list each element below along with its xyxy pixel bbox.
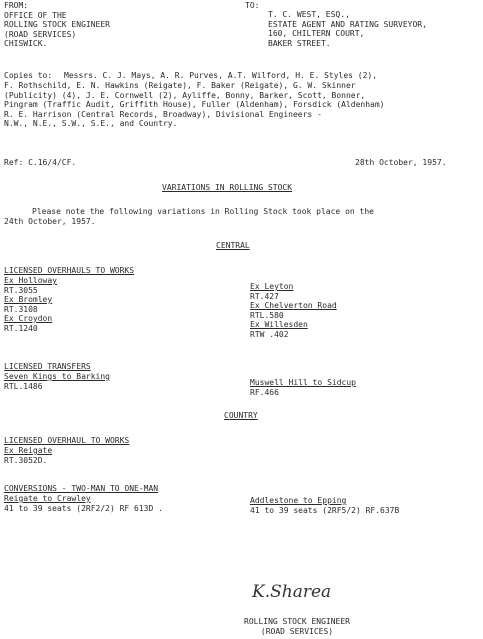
copies-line: N.W., N.E., S.W., S.E., and Country. — [4, 119, 178, 128]
intro-line: 24th October, 1957. — [4, 217, 96, 226]
central-right-list — [250, 282, 337, 339]
depot-from: Ex Willesden — [250, 320, 308, 329]
vehicle-number: RT.3052D. — [4, 455, 48, 465]
transfer-route: Muswell Hill to Sidcup — [250, 378, 356, 387]
vehicle-number: RTL.580 — [250, 310, 284, 320]
from-line: ROLLING STOCK ENGINEER — [4, 20, 110, 29]
vehicle-number: RT.427 — [250, 291, 279, 301]
conversion-detail: 41 to 39 seats (2RF5/2) RF.637B — [250, 505, 400, 515]
signature-line: (ROAD SERVICES) — [260, 626, 334, 636]
copies-line: Pingram (Traffic Audit, Griffith House), Fuller (Aldenham), Forsdick (Aldenham) — [4, 100, 385, 109]
depot-from: Ex Bromley — [4, 295, 53, 304]
depot-from: Ex Chelverton Road — [250, 301, 337, 310]
depot-from: Ex Reigate — [4, 446, 53, 455]
letter-date: 28th October, 1957. — [355, 158, 447, 167]
central-heading: CENTRAL — [216, 241, 250, 250]
from-line: (ROAD SERVICES) — [4, 29, 77, 39]
overhaul-label: LICENSED OVERHAUL TO WORKS — [4, 436, 130, 445]
to-block — [268, 10, 427, 48]
vehicle-number: RTW .402 — [250, 329, 289, 339]
copies-label: Copies to: — [4, 71, 53, 80]
to-line: BAKER STREET. — [268, 38, 331, 48]
transfer-route: Seven Kings to Barking — [4, 372, 110, 381]
from-line: OFFICE OF THE — [4, 10, 67, 20]
transfer-left — [4, 372, 110, 391]
depot-from: Ex Croydon — [4, 314, 53, 323]
conversion-left — [4, 494, 163, 513]
signature-scrawl: K.Sharea — [252, 582, 332, 602]
country-overhaul — [4, 446, 52, 465]
conversion-right — [250, 496, 399, 515]
to-label: TO: — [245, 1, 260, 10]
depot-from: Ex Holloway — [4, 276, 57, 285]
to-line: T. C. WEST, ESQ., — [268, 10, 350, 19]
overhauls-label: LICENSED OVERHAULS TO WORKS — [4, 266, 135, 275]
to-line: ESTATE AGENT AND RATING SURVEYOR, — [268, 19, 427, 29]
depot-from: Ex Leyton — [250, 282, 294, 291]
vehicle-number: RF.466 — [250, 387, 279, 397]
signature-block — [222, 617, 372, 636]
from-line: CHISWICK. — [4, 39, 48, 48]
copies-line: R. E. Harrison (Central Records, Broadway), Divisional Engineers - — [4, 109, 322, 119]
vehicle-number: RT.3055 — [4, 285, 38, 295]
to-line: 160, CHILTERN COURT, — [268, 29, 365, 38]
copies-line: F. Rothschild, E. N. Hawkins (Reigate), F. Baker (Reigate), G. W. Skinner — [4, 81, 356, 90]
copies-block — [4, 81, 385, 129]
conversion-route: Reigate to Crawley — [4, 494, 91, 503]
transfer-right — [250, 378, 356, 397]
intro-line: Please note the following variations in Rolling Stock took place on the — [32, 207, 374, 216]
vehicle-number: RTL.1486 — [4, 381, 43, 391]
from-block — [4, 1, 110, 49]
reference: Ref: C.16/4/CF. — [4, 158, 77, 167]
copies-line: Messrs. C. J. Mays, A. R. Purves, A.T. Wilford, H. E. Styles (2), — [64, 71, 378, 80]
country-heading: COUNTRY — [224, 411, 258, 420]
conversions-label: CONVERSIONS - TWO-MAN TO ONE-MAN — [4, 484, 159, 493]
from-label: FROM: — [4, 1, 29, 10]
conversion-detail: 41 to 39 seats (2RF2/2) RF 613D . — [4, 503, 163, 513]
vehicle-number: RT.1240 — [4, 323, 38, 333]
document-title: VARIATIONS IN ROLLING STOCK — [162, 183, 293, 192]
signature-line: ROLLING STOCK ENGINEER — [244, 617, 350, 626]
copies-line: (Publicity) (4), J. E. Cornwell (2), Ayliffe, Bonny, Barker, Scott, Bonner, — [4, 90, 366, 100]
central-left-list — [4, 276, 57, 333]
conversion-route: Addlestone to Epping — [250, 496, 347, 505]
transfers-label: LICENSED TRANSFERS — [4, 362, 91, 371]
vehicle-number: RT.3108 — [4, 304, 38, 314]
